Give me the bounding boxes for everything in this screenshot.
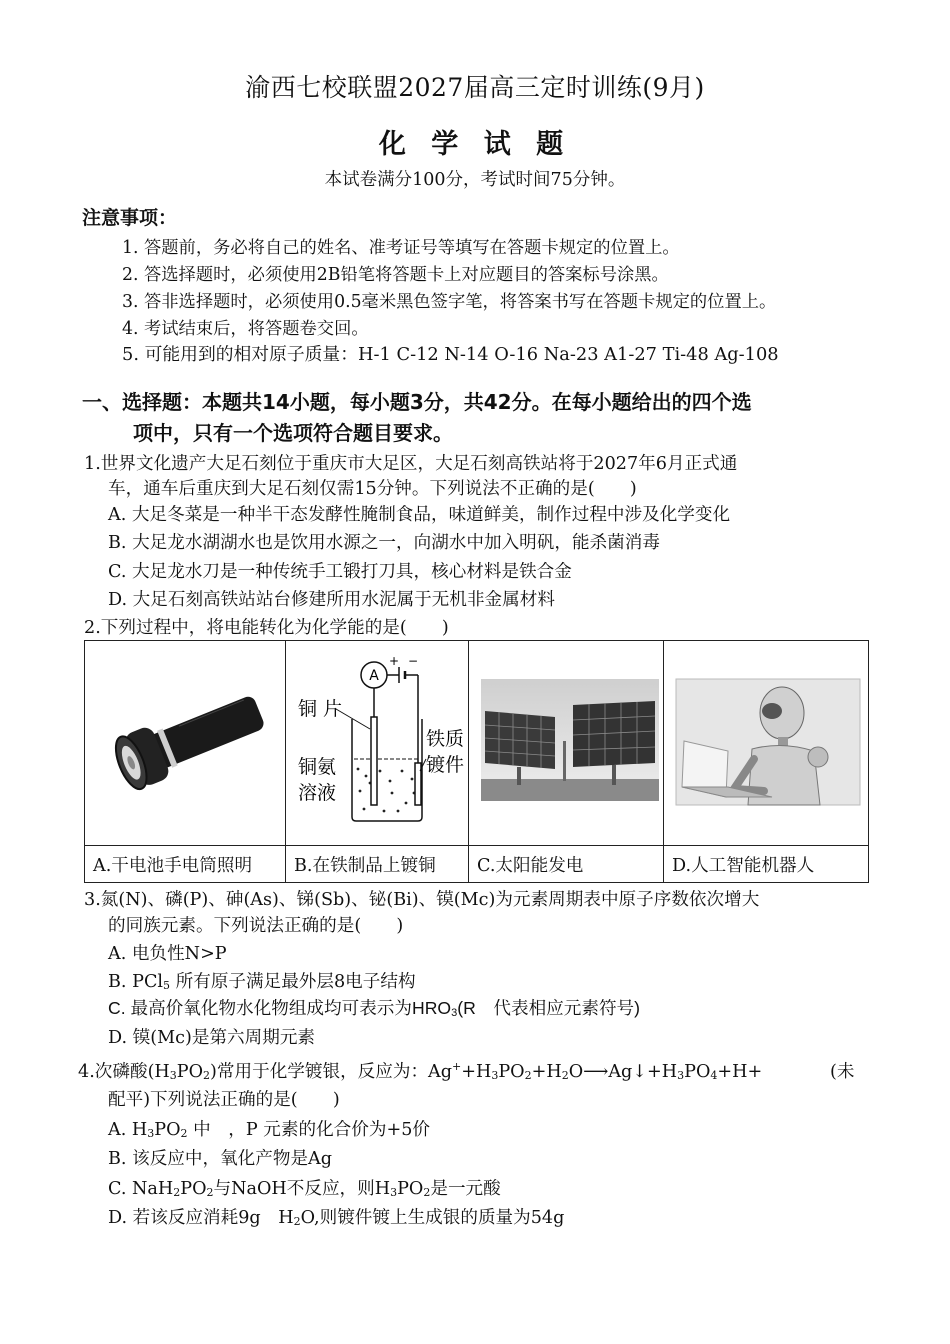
robot-photo bbox=[664, 641, 868, 841]
option-a-caption: A.干电池手电筒照明 bbox=[85, 846, 286, 883]
question-3-option-d: D. 镆(Mc)是第六周期元素 bbox=[108, 1028, 316, 1048]
solution-label: 溶液 bbox=[298, 782, 337, 804]
question-4-option-a: A. $H_3PO_2$ 中 ，P 元素的化合价为+5价 bbox=[108, 1120, 430, 1140]
electroplating-diagram bbox=[286, 641, 468, 841]
solar-panel-photo bbox=[469, 641, 663, 841]
question-3-stem-cont: 的同族元素。下列说法正确的是( ) bbox=[108, 916, 404, 936]
note-item: 2. 答选择题时，必须使用2B铅笔将答题卡上对应题目的答案标号涂黑。 bbox=[122, 265, 669, 285]
note-item: 4. 考试结束后，将答题卷交回。 bbox=[122, 319, 369, 339]
option-d-caption: D.人工智能机器人 bbox=[664, 846, 869, 883]
solution-label: 铜氨 bbox=[298, 756, 337, 778]
question-3-option-c: C. 最高价氧化物水化物组成均可表示为$HRO_3(R$ 代表相应元素符号) bbox=[108, 998, 640, 1019]
question-1-stem-cont: 车，通车后重庆到大足石刻仅需15分钟。下列说法不正确的是( ) bbox=[108, 479, 637, 499]
question-2-stem: 2.下列过程中，将电能转化为化学能的是( ) bbox=[84, 618, 449, 638]
question-3-stem: 3.氮(N)、磷(P)、砷(As)、锑(Sb)、铋(Bi)、镆(Mc)为元素周期表中原子序数依次增大 bbox=[84, 890, 760, 910]
question-1-option-d: D. 大足石刻高铁站站台修建所用水泥属于无机非金属材料 bbox=[108, 590, 555, 610]
notes-heading: 注意事项： bbox=[82, 207, 178, 229]
question-1-stem: 1.世界文化遗产大足石刻位于重庆市大足区，大足石刻高铁站将于2027年6月正式通 bbox=[84, 454, 738, 474]
robot-image-cell bbox=[664, 641, 869, 846]
question-4-option-d: D. 若该反应消耗9g $H_2O$,则镀件镀上生成银的质量为54g bbox=[108, 1208, 565, 1228]
note-item: 1. 答题前，务必将自己的姓名、准考证号等填写在答题卡规定的位置上。 bbox=[122, 238, 680, 258]
question-1-option-b: B. 大足龙水湖湖水也是饮用水源之一，向湖水中加入明矾，能杀菌消毒 bbox=[108, 533, 660, 553]
electroplating-diagram-cell bbox=[286, 641, 469, 846]
option-c-caption: C.太阳能发电 bbox=[469, 846, 664, 883]
exam-title: 渝西七校联盟2027届高三定时训练(9月) bbox=[245, 73, 705, 102]
plus-sign: + bbox=[389, 654, 400, 668]
question-4-stem-cont: 配平)下列说法正确的是( ) bbox=[108, 1090, 340, 1110]
question-1-option-c: C. 大足龙水刀是一种传统手工锻打刀具，核心材料是铁合金 bbox=[108, 562, 572, 582]
iron-part-label: 镀件 bbox=[426, 754, 465, 776]
flashlight-image-cell bbox=[85, 641, 286, 846]
question-2-table bbox=[84, 640, 869, 883]
minus-sign: − bbox=[408, 654, 419, 668]
question-4-option-c: C. $NaH_2PO_2$与NaOH不反应，则$H_3PO_2$是一元酸 bbox=[108, 1179, 501, 1199]
copper-plate-label: 铜 片 bbox=[298, 698, 343, 720]
ammeter-label: A bbox=[369, 668, 379, 684]
exam-info: 本试卷满分100分，考试时间75分钟。 bbox=[324, 170, 626, 190]
solar-panel-image-cell bbox=[469, 641, 664, 846]
section-heading-cont: 项中，只有一个选项符合题目要求。 bbox=[133, 421, 453, 445]
iron-part-label: 铁质 bbox=[426, 728, 465, 750]
note-item: 3. 答非选择题时，必须使用0.5毫米黑色签字笔，将答案书写在答题卡规定的位置上。 bbox=[122, 292, 777, 312]
question-3-option-b: B. PCl$_5$ 所有原子满足最外层8电子结构 bbox=[108, 972, 416, 992]
question-4-stem-note: (未 bbox=[830, 1062, 855, 1082]
question-3-option-a: A. 电负性N>P bbox=[108, 944, 227, 964]
exam-subject: 化 学 试 题 bbox=[378, 129, 572, 160]
note-item: 5. 可能用到的相对原子质量：H-1 C-12 N-14 O-16 Na-23 A1-27 Ti-48 Ag-108 bbox=[122, 344, 779, 365]
question-4-option-b: B. 该反应中，氧化产物是Ag bbox=[108, 1149, 333, 1169]
section-heading: 一、选择题：本题共14小题，每小题3分，共42分。在每小题给出的四个选 bbox=[82, 390, 752, 414]
question-4-stem: 4.次磷酸$(H_3PO_2)$常用于化学镀银，反应为：$Ag^++H_3PO_2+H_2O⟶Ag↓+H_3PO_4+H+$ bbox=[78, 1060, 763, 1082]
option-b-caption: B.在铁制品上镀铜 bbox=[286, 846, 469, 883]
flashlight-icon bbox=[85, 641, 285, 841]
question-1-option-a: A. 大足冬菜是一种半干态发酵性腌制食品，味道鲜美，制作过程中涉及化学变化 bbox=[108, 505, 731, 525]
